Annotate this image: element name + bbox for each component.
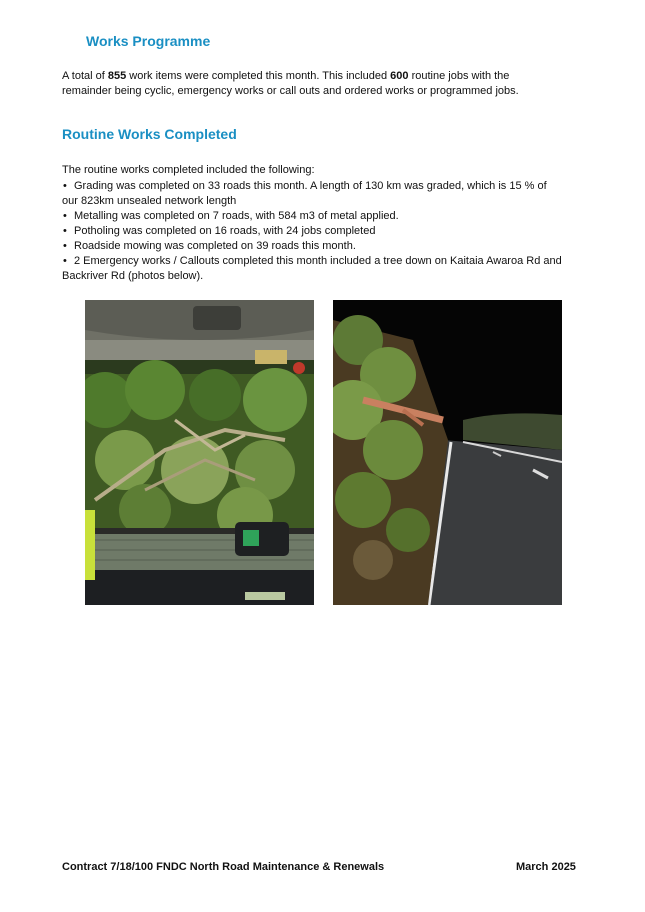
bullet-icon: • — [63, 210, 67, 222]
total-items-count: 855 — [107, 70, 127, 82]
works-programme-summary — [62, 69, 552, 99]
routine-works-lead: The routine works completed included the following: — [62, 164, 315, 176]
list-item: • Roadside mowing was completed on 39 roads this month. — [63, 240, 356, 252]
list-item: • Grading was completed on 33 roads this month. A length of 130 km was graded, which is 15 % of our 823km unsealed network length — [62, 180, 547, 207]
intro-text-post: routine jobs with the remainder being cyclic, emergency works or call outs and ordered works or programmed jobs. — [62, 70, 519, 97]
footer-contract: Contract 7/18/100 FNDC North Road Maintenance & Renewals — [62, 861, 385, 873]
bullet-icon: • — [63, 225, 67, 237]
list-item: • Potholing was completed on 16 roads, with 24 jobs completed — [63, 225, 376, 237]
photo-tree-down-roadside — [333, 300, 562, 605]
footer-date: March 2025 — [516, 861, 576, 873]
bullet-icon: • — [63, 255, 67, 267]
list-item: • 2 Emergency works / Callouts completed this month included a tree down on Kaitaia Awaroa Rd and Backriver Rd (photos below). — [62, 255, 562, 282]
routine-works-heading: Routine Works Completed — [62, 126, 237, 142]
photo-tree-down-windscreen — [85, 300, 314, 605]
photo-tree-down-windscreen-image — [85, 300, 314, 605]
intro-text-pre: A total of — [62, 70, 108, 82]
photo-tree-down-roadside-image — [333, 300, 562, 605]
bullet-icon: • — [63, 240, 67, 252]
list-item: • Metalling was completed on 7 roads, with 584 m3 of metal applied. — [63, 210, 399, 222]
routine-works-list — [62, 179, 562, 284]
bullet-icon: • — [63, 180, 67, 192]
works-programme-heading: Works Programme — [86, 33, 211, 49]
routine-jobs-count: 600 — [390, 70, 409, 82]
intro-text-mid: work items were completed this month. This included — [126, 70, 391, 82]
